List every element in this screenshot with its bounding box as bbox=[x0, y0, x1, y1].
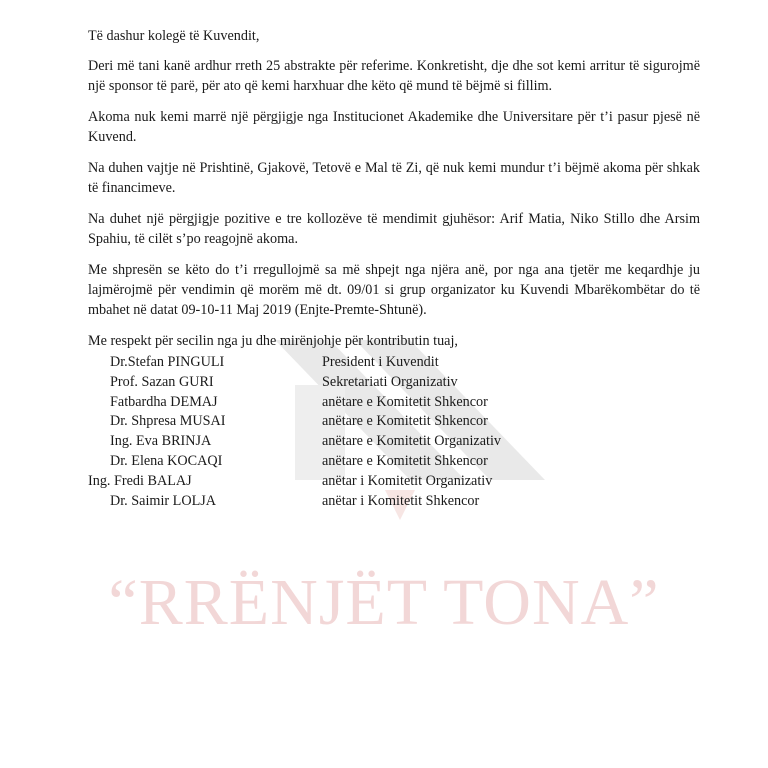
signatory-row bbox=[88, 412, 588, 432]
signatory-role: anëtare e Komitetit Shkencor bbox=[322, 413, 488, 430]
signatory-name: Ing. Fredi BALAJ bbox=[88, 472, 192, 489]
signatory-role: anëtar i Komitetit Organizativ bbox=[322, 472, 493, 489]
signatory-role: anëtare e Komitetit Organizativ bbox=[322, 433, 501, 450]
signatory-role: Sekretariati Organizativ bbox=[322, 373, 458, 390]
signatory-row bbox=[88, 452, 588, 472]
signatories-list bbox=[88, 353, 588, 511]
letter-paragraph: Deri më tani kanë ardhur rreth 25 abstrakte për referime. Konkretisht, dje dhe sot kemi arritur të sigurojmë një sponsor të parë, për ato që kemi harxhuar dhe këto që mund të bëjmë si fillim. bbox=[88, 58, 700, 94]
signatory-role: anëtare e Komitetit Shkencor bbox=[322, 393, 488, 410]
signatory-role: President i Kuvendit bbox=[322, 354, 439, 370]
signatory-row bbox=[88, 373, 588, 393]
signatory-name: Dr. Elena KOCAQI bbox=[110, 452, 223, 469]
signatory-name: Dr.Stefan PINGULI bbox=[110, 354, 225, 370]
signatory-name: Prof. Sazan GURI bbox=[110, 373, 214, 390]
watermark-text: “RRËNJËT TONA” bbox=[108, 566, 660, 639]
letter-paragraph: Na duhen vajtje në Prishtinë, Gjakovë, Tetovë e Mal të Zi, që nuk kemi mundur t’i bëjmë akoma për shkak të financimeve. bbox=[88, 160, 700, 196]
letter-paragraph: Na duhet një përgjigje pozitive e tre kollozëve të mendimit gjuhësor: Arif Matia, Niko Stillo dhe Arsim Spahiu, të cilët s’po reagojnë akoma. bbox=[88, 211, 700, 247]
signatory-name: Dr. Saimir LOLJA bbox=[110, 492, 217, 509]
letter-closing: Me respekt për secilin nga ju dhe mirënjohje për kontributin tuaj, bbox=[88, 333, 458, 349]
signatory-row bbox=[88, 432, 588, 452]
signatory-row bbox=[88, 353, 588, 373]
signatory-row bbox=[88, 472, 588, 492]
signatory-role: anëtare e Komitetit Shkencor bbox=[322, 452, 488, 469]
letter-paragraph: Me shpresën se këto do t’i rregullojmë sa më shpejt nga njëra anë, por nga ana tjetër me keqardhje ju lajmërojmë për vendimin që morëm më dt. 09/01 si grup organizator ku Kuvendi Mbarëkombëtar do të mbahet në datat 09-10-11 Maj 2019 (Enjte-Premte-Shtunë). bbox=[88, 262, 700, 318]
signatory-name: Dr. Shpresa MUSAI bbox=[110, 413, 226, 430]
signatory-name: Ing. Eva BRINJA bbox=[110, 433, 212, 450]
signatory-row bbox=[88, 393, 588, 413]
signatory-row bbox=[88, 492, 588, 512]
signatory-name: Fatbardha DEMAJ bbox=[110, 393, 218, 410]
letter-paragraph: Akoma nuk kemi marrë një përgjigje nga Institucionet Akademike dhe Universitare për t’i pasur pjesë në Kuvend. bbox=[88, 109, 700, 145]
letter-body bbox=[88, 26, 700, 362]
letter-greeting: Të dashur kolegë të Kuvendit, bbox=[88, 28, 260, 44]
signatory-role: anëtar i Komitetit Shkencor bbox=[322, 492, 480, 509]
